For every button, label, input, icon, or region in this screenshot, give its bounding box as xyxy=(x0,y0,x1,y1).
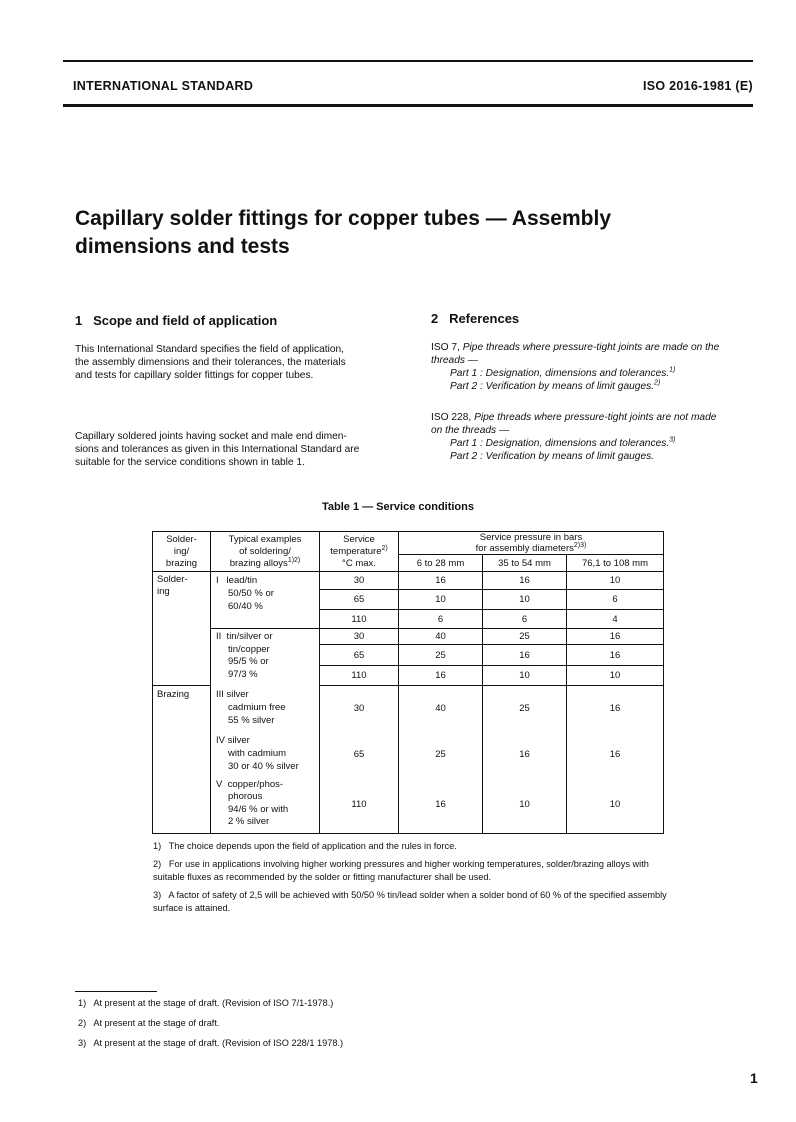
section-1-paragraph-1: This International Standard specifies the field of application, the assembly dimensions and their tolerances, the materials and tests for capillary solder fittings for copper tubes. xyxy=(75,344,346,381)
header-diameter-1: 6 to 28 mm xyxy=(399,555,483,572)
table-row: 65 25 16 16 xyxy=(153,645,664,666)
table-row: V copper/phos- phorous 94/6 % or with 2 % silver 110 16 10 10 xyxy=(153,777,664,834)
table-row: IV silver with cadmium 30 or 40 % silver 65 25 16 16 xyxy=(153,732,664,777)
alloy-group-ii: II tin/silver or tin/copper 95/5 % or 97/3 % xyxy=(211,629,320,686)
table-note-2: 2) For use in applications involving higher working pressures and higher working temperatures, solder/brazing alloys with suitable fluxes as recommended by the solder or fitting manufacturer shall be used. xyxy=(153,859,652,882)
section-2-heading: 2 References xyxy=(431,311,520,326)
table-header-row xyxy=(153,532,664,555)
table-row: 65 10 10 6 xyxy=(153,590,664,610)
page-footnotes xyxy=(78,993,578,1053)
service-conditions-table xyxy=(152,531,664,834)
footnote-3: 3) At present at the stage of draft. (Revision of ISO 228/1 1978.) xyxy=(78,1038,344,1048)
header-diameter-2: 35 to 54 mm xyxy=(483,555,567,572)
alloy-group-i: I lead/tin 50/50 % or 60/40 % xyxy=(211,572,320,629)
header-alloys: Typical examples of soldering/ brazing alloys$^{1)2)}$ xyxy=(211,532,320,572)
category-brazing: Brazing xyxy=(153,686,211,834)
alloy-group-iv: IV silver with cadmium 30 or 40 % silver xyxy=(211,732,320,777)
top-rule-thin xyxy=(63,60,753,62)
header-left: INTERNATIONAL STANDARD xyxy=(73,79,254,93)
table-note-1: 1) The choice depends upon the field of application and the rules in force. xyxy=(153,841,457,851)
table-row: Solder- ing I lead/tin 50/50 % or 60/40 % 30 16 16 10 xyxy=(153,572,664,590)
table-note-3: 3) A factor of safety of 2,5 will be achieved with 50/50 % tin/lead solder when a solder bond of 60 % of the specified assembly surface is attained. xyxy=(153,890,670,913)
table-caption: Table 1 — Service conditions xyxy=(321,501,474,513)
category-soldering: Solder- ing xyxy=(153,572,211,686)
table-notes xyxy=(153,840,668,915)
section-1-paragraph-2: Capillary soldered joints having socket and male end dimen- sions and tolerances as given in this International Standard are suitable for the service conditions shown in table 1. xyxy=(75,431,360,468)
page-number: 1 xyxy=(750,1070,758,1086)
footnote-2: 2) At present at the stage of draft. xyxy=(78,1018,220,1028)
header-soldering-brazing: Solder- ing/ brazing xyxy=(153,532,211,572)
alloy-group-iii: III silver cadmium free 55 % silver xyxy=(211,686,320,732)
header-diameter-3: 76,1 to 108 mm xyxy=(567,555,664,572)
table-row: 110 16 10 10 xyxy=(153,666,664,686)
header-rule-thick xyxy=(63,104,753,107)
footnote-1: 1) At present at the stage of draft. (Revision of ISO 7/1-1978.) xyxy=(78,998,334,1008)
footnote-rule xyxy=(75,991,157,992)
table-row: 110 6 6 4 xyxy=(153,610,664,629)
reference-iso-228: ISO 228, Pipe threads where pressure-tight joints are not made on the threads — Part 1 : Designation, dimensions and tolerances.$^{3)}$ Part 2 : Verification by means of limit gauges. xyxy=(431,412,717,462)
reference-iso-7: ISO 7, Pipe threads where pressure-tight joints are made on the threads — Part 1 : Designation, dimensions and tolerances.$^{1)}$ Part 2 : Verification by means of limit gauges.$^{2)}$ xyxy=(431,342,720,392)
table-row: Brazing III silver cadmium free 55 % silver 30 40 25 16 xyxy=(153,686,664,732)
header-service-temperature: Service temperature$^{2)}$ °C max. xyxy=(320,532,399,572)
header-service-pressure: Service pressure in bars for assembly diameters$^{2)3)}$ xyxy=(399,532,664,555)
document-title: Capillary solder fittings for copper tubes — Assembly dimensions and tests xyxy=(75,207,612,258)
header-right: ISO 2016-1981 (E) xyxy=(642,79,753,93)
section-1-heading: 1 Scope and field of application xyxy=(75,313,278,328)
alloy-group-v: V copper/phos- phorous 94/6 % or with 2 % silver xyxy=(211,777,320,834)
table-row: II tin/silver or tin/copper 95/5 % or 97/3 % 30 40 25 16 xyxy=(153,629,664,645)
